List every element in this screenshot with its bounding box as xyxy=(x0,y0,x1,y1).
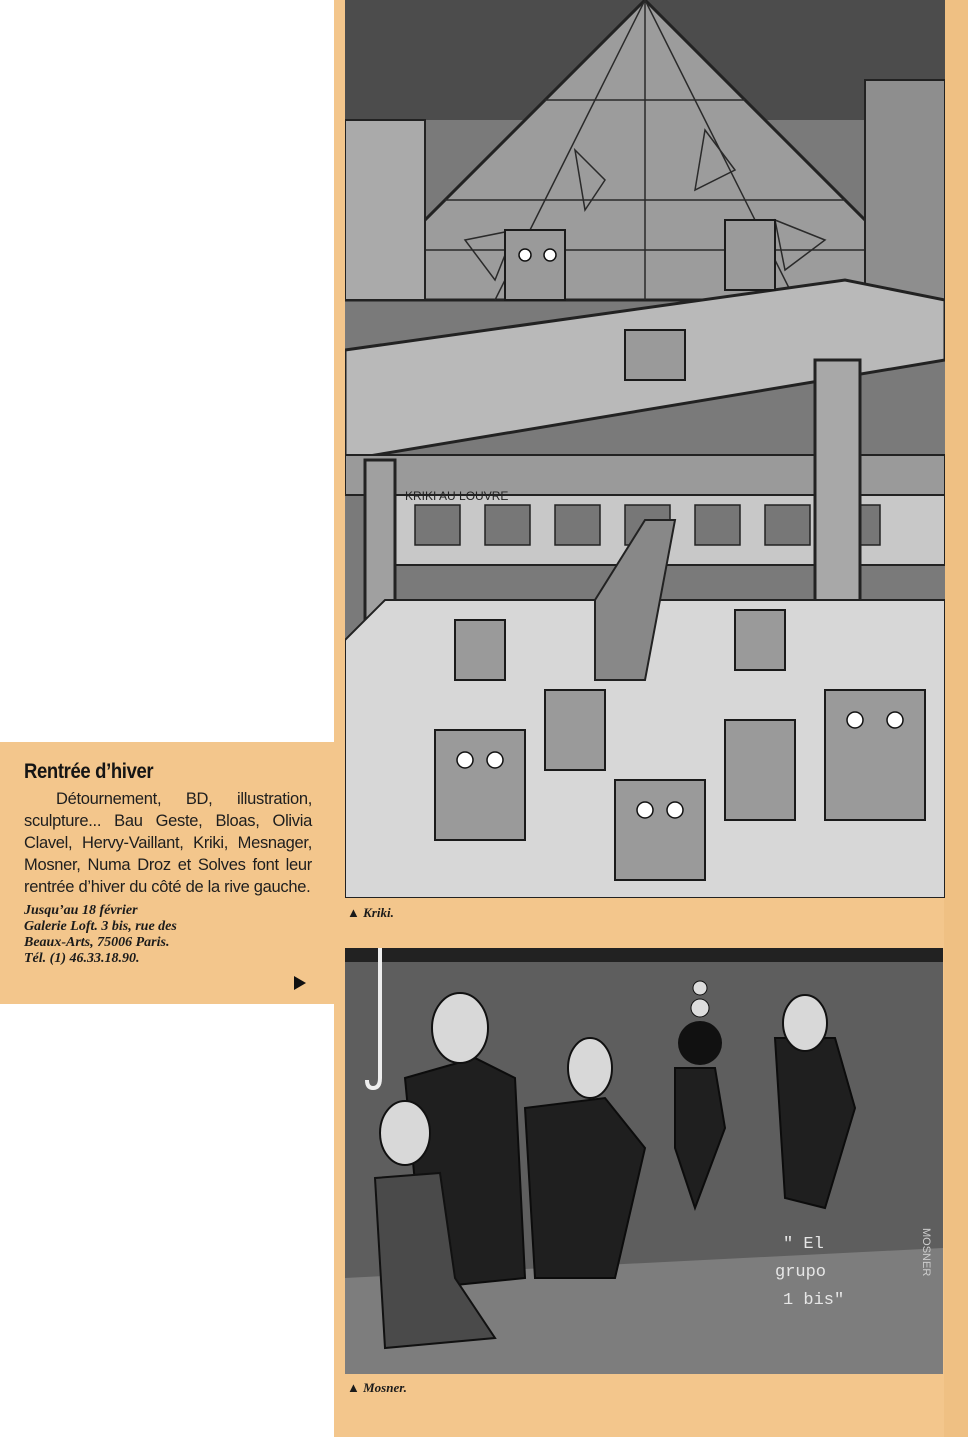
painting-text-line-3: 1 bis" xyxy=(783,1291,845,1310)
exhibition-phone: Tél. (1) 46.33.18.90. xyxy=(24,951,140,966)
painting-text-line-1: " El xyxy=(783,1235,824,1254)
mosner-artwork xyxy=(345,948,943,1374)
article xyxy=(24,760,312,967)
kriki-caption: ▲ Kriki. xyxy=(347,905,394,920)
svg-text:KRIKI AU LOUVRE: KRIKI AU LOUVRE xyxy=(405,489,509,503)
article-body: Détournement, BD, illustration, sculpture... Bau Geste, Bloas, Olivia Clavel, Hervy-Vaillant, Kriki, Mesnager, Mosner, Numa Droz et Solves font leur rentrée d’hiver du côté de la rive gauche. xyxy=(24,790,312,896)
exhibition-dates: Jusqu’au 18 février xyxy=(24,903,138,918)
exhibition-address-line-2: Beaux-Arts, 75006 Paris. xyxy=(24,935,170,950)
mosner-caption: ▲ Mosner. xyxy=(347,1380,407,1395)
exhibition-address-line-1: Galerie Loft. 3 bis, rue des xyxy=(24,919,177,934)
right-triangle-icon xyxy=(294,976,306,990)
exhibition-info xyxy=(24,903,312,967)
article-title: Rentrée d’hiver xyxy=(24,760,154,783)
kriki-artwork xyxy=(345,0,945,898)
painting-text-line-2: grupo xyxy=(775,1263,827,1282)
page-gutter xyxy=(944,0,968,1437)
artist-signature: MOSNER xyxy=(920,1228,932,1277)
